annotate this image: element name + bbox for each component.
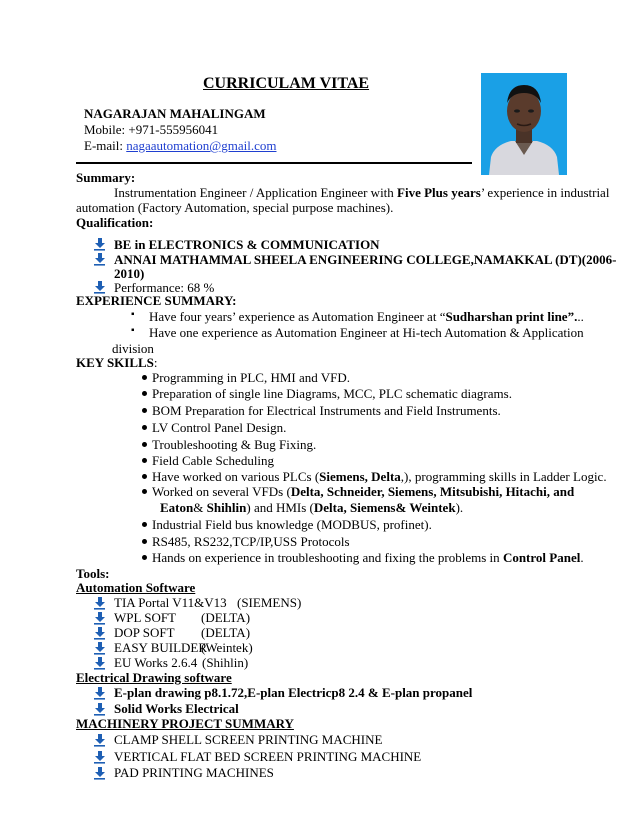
software-name: DOP SOFT xyxy=(114,625,175,640)
arrow-bullet-icon xyxy=(93,656,106,670)
arrow-bullet-icon xyxy=(93,733,106,747)
arrow-bullet-icon xyxy=(93,626,106,640)
software-vendor: (Weintek) xyxy=(201,640,253,655)
bullet-dot-icon xyxy=(142,555,147,560)
skills-heading: KEY SKILLS: xyxy=(76,355,158,370)
header-divider xyxy=(76,162,472,164)
skill-item: BOM Preparation for Electrical Instruments and Field Instruments. xyxy=(152,403,501,418)
skill-item: Troubleshooting & Bug Fixing. xyxy=(152,437,317,452)
candidate-name: NAGARAJAN MAHALINGAM xyxy=(84,106,266,121)
experience-item-wrap: division xyxy=(112,341,154,356)
arrow-bullet-icon xyxy=(93,766,106,780)
arrow-bullet-icon xyxy=(93,596,106,610)
project-item: CLAMP SHELL SCREEN PRINTING MACHINE xyxy=(114,732,383,747)
software-name: EU Works 2.6.4 xyxy=(114,655,198,670)
qualification-item: BE in ELECTRONICS & COMMUNICATION xyxy=(114,237,380,252)
square-bullet-icon: ▪ xyxy=(131,325,135,336)
software-vendor: (DELTA) xyxy=(201,625,251,640)
profile-photo xyxy=(481,73,567,175)
bullet-dot-icon xyxy=(142,539,147,544)
email-link[interactable]: nagaautomation@gmail.com xyxy=(126,138,277,153)
summary-line-2: automation (Factory Automation, special purpose machines). xyxy=(76,200,394,215)
skill-item: Programming in PLC, HMI and VFD. xyxy=(152,370,351,385)
bullet-dot-icon xyxy=(142,458,147,463)
bullet-dot-icon xyxy=(142,522,147,527)
software-name: WPL SOFT xyxy=(114,610,176,625)
page-title: CURRICULAM VITAE xyxy=(203,75,370,92)
skill-item: LV Control Panel Design. xyxy=(152,420,287,435)
arrow-bullet-icon xyxy=(93,280,106,294)
software-name: EASY BUILDER xyxy=(114,640,208,655)
project-item: PAD PRINTING MACHINES xyxy=(114,765,274,780)
electrical-software-item: Solid Works Electrical xyxy=(114,701,239,716)
square-bullet-icon: ▪ xyxy=(131,309,135,320)
electrical-software-heading: Electrical Drawing software xyxy=(76,670,232,685)
tools-heading: Tools: xyxy=(76,566,110,581)
skill-item: Hands on experience in troubleshooting and fixing the problems in Control Panel. xyxy=(152,550,584,565)
summary-line-1: Instrumentation Engineer / Application Engineer with Five Plus years’ experience in industrial xyxy=(114,185,610,200)
project-item: VERTICAL FLAT BED SCREEN PRINTING MACHINE xyxy=(114,749,422,764)
experience-item: Have one experience as Automation Engineer at Hi-tech Automation & Application xyxy=(149,325,584,340)
automation-software-heading: Automation Software xyxy=(76,580,196,595)
skill-item-wrap: Eaton& Shihlin) and HMIs (Delta, Siemens& Weintek). xyxy=(160,500,464,515)
arrow-bullet-icon xyxy=(93,702,106,716)
summary-heading: Summary: xyxy=(76,170,136,185)
experience-heading: EXPERIENCE SUMMARY: xyxy=(76,293,237,308)
bullet-dot-icon xyxy=(142,391,147,396)
qualification-heading: Qualification: xyxy=(76,215,154,230)
qualification-item-wrap: 2010) xyxy=(114,266,145,281)
skill-item: Preparation of single line Diagrams, MCC, PLC schematic diagrams. xyxy=(152,386,512,401)
arrow-bullet-icon xyxy=(93,252,106,266)
qualification-item: ANNAI MATHAMMAL SHEELA ENGINEERING COLLEGE,NAMAKKAL (DT)(2006- xyxy=(114,252,617,267)
skill-item: Worked on several VFDs (Delta, Schneider, Siemens, Mitsubishi, Hitachi, and xyxy=(152,484,575,499)
bullet-dot-icon xyxy=(142,474,147,479)
software-vendor: (SIEMENS) xyxy=(237,595,302,610)
bullet-dot-icon xyxy=(142,489,147,494)
electrical-software-item: E-plan drawing p8.1.72,E-plan Electricp8 2.4 & E-plan propanel xyxy=(114,685,473,700)
bullet-dot-icon xyxy=(142,408,147,413)
software-name: TIA Portal V11&V13 xyxy=(114,595,227,610)
arrow-bullet-icon xyxy=(93,611,106,625)
bullet-dot-icon xyxy=(142,442,147,447)
email-line: E-mail: nagaautomation@gmail.com xyxy=(84,138,277,153)
arrow-bullet-icon xyxy=(93,641,106,655)
arrow-bullet-icon xyxy=(93,237,106,251)
experience-item: Have four years’ experience as Automation Engineer at “Sudharshan print line”... xyxy=(149,309,584,324)
projects-heading: MACHINERY PROJECT SUMMARY xyxy=(76,716,294,731)
bullet-dot-icon xyxy=(142,425,147,430)
arrow-bullet-icon xyxy=(93,686,106,700)
software-vendor: (Shihlin) xyxy=(202,655,249,670)
skill-item: Have worked on various PLCs (Siemens, Delta,), programming skills in Ladder Logic. xyxy=(152,469,607,484)
skill-item: Field Cable Scheduling xyxy=(152,453,275,468)
skill-item: Industrial Field bus knowledge (MODBUS, profinet). xyxy=(152,517,432,532)
arrow-bullet-icon xyxy=(93,750,106,764)
mobile-number: Mobile: +971-555956041 xyxy=(84,122,219,137)
software-vendor: (DELTA) xyxy=(201,610,251,625)
qualification-item: Performance: 68 % xyxy=(114,280,215,295)
skill-item: RS485, RS232,TCP/IP,USS Protocols xyxy=(152,534,350,549)
bullet-dot-icon xyxy=(142,375,147,380)
